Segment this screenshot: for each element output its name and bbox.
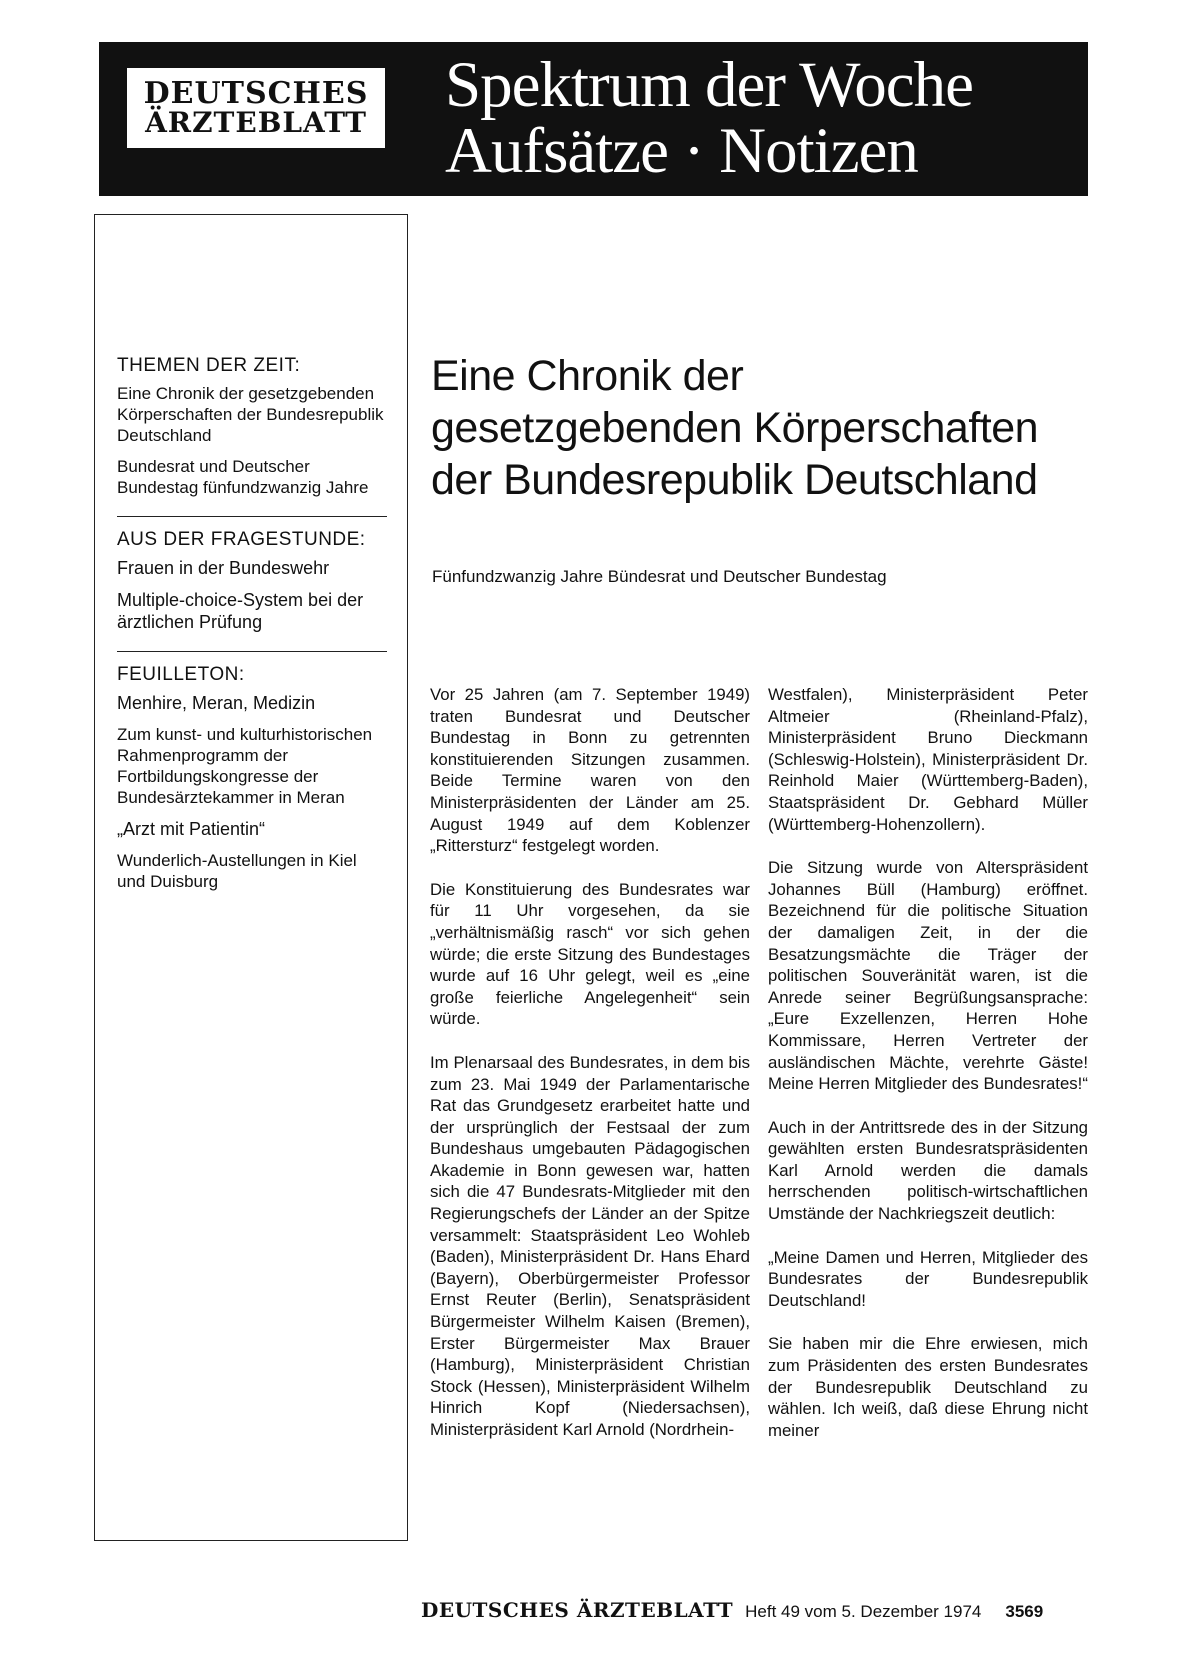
paragraph: Westfalen), Ministerpräsident Peter Altmeier (Rheinland-Pfalz), Ministerpräsident Bruno Dieckmann (Schleswig-Holstein), Ministerpräsident Dr. Reinhold Maier (Württemberg-Baden), Staatspräsident Dr. Gebhard Müller (Württemberg-Hohenzollern). [768,685,1088,834]
article-title-line-1: Eine Chronik der [431,352,744,400]
page-footer [421,1598,1043,1622]
sidebar-item: Zum kunst- und kulturhistorischen Rahmenprogramm der Fortbildungskongresse der Bundesärztekammer in Meran [117,725,373,807]
sidebar-item: „Arzt mit Patientin“ [117,819,266,839]
sidebar-section-fragestunde [117,529,387,633]
footer-issue: Heft 49 vom 5. Dezember 1974 [745,1602,982,1621]
contents-sidebar [94,214,408,1541]
paragraph: Auch in der Antrittsrede des in der Sitzung gewählten ersten Bundesratspräsidenten Karl Arnold werden die damals herrschenden politisch-wirtschaftlichen Umstände der Nachkriegszeit deutlich: [768,1117,1088,1224]
article-title [431,350,1111,506]
page-number: 3569 [1005,1602,1044,1621]
sidebar-section-themen [117,355,387,498]
sidebar-heading: AUS DER FRAGESTUNDE: [117,529,366,550]
sidebar-item: Frauen in der Bundeswehr [117,558,330,578]
section-title [445,49,973,187]
paragraph: Die Konstituierung des Bundesrates war für 11 Uhr vorgesehen, da sie „verhältnismäßig rasch“ vor sich gehen würde; die erste Sitzung des Bundestages wurde auf 16 Uhr gelegt, weil es „eine große feierliche Angelegenheit“ sein würde. [430,879,750,1029]
paragraph: Vor 25 Jahren (am 7. September 1949) traten Bundesrat und Deutscher Bundestag in Bonn zu getrennten konstituierenden Sitzungen zusammen. Beide Termine waren von den Ministerpräsidenten der Länder am 25. August 1949 auf dem Koblenzer „Rittersturz“ festgelegt worden. [430,685,750,856]
sidebar-item: Wunderlich-Austellungen in Kiel und Duisburg [117,851,357,891]
article-column-2 [768,684,1088,1463]
masthead [99,42,1088,196]
article-subtitle: Fünfundzwanzig Jahre Bündesrat und Deutscher Bundestag [432,567,887,586]
sidebar-item: Multiple-choice-System bei der ärztlichen Prüfung [117,590,364,632]
paragraph: Die Sitzung wurde von Alterspräsident Johannes Büll (Hamburg) eröffnet. Bezeichnend für die politische Situation der damaligen Zeit, in der die Besatzungsmächte die Träger der politischen Souveränität waren, ist die Anrede seiner Begrüßungsansprache: „Eure Exzellenzen, Herren Hohe Kommissare, Herren Vertreter der ausländischen Mächte, verehrte Gäste! Meine Herren Mitglieder des Bundesrates!“ [768,858,1088,1094]
article-title-line-3: der Bundesrepublik Deutschland [431,456,1038,504]
sidebar-item: Bundesrat und Deutscher Bundestag fünfundzwanzig Jahre [117,457,369,497]
sidebar-divider [117,651,387,652]
section-title-line-1: Spektrum der Woche [445,49,973,121]
footer-magazine: DEUTSCHES ÄRZTEBLATT [421,1598,734,1622]
section-title-line-2: Aufsätze · Notizen [445,115,918,187]
logo-line-1: DEUTSCHES [143,76,369,111]
article-column-1 [430,684,750,1463]
sidebar-heading: FEUILLETON: [117,664,245,685]
sidebar-heading: THEMEN DER ZEIT: [117,355,301,376]
article-title-line-2: gesetzgebenden Körperschaften [431,404,1039,452]
paragraph: Sie haben mir die Ehre erwiesen, mich zum Präsidenten des ersten Bundesrates der Bundesrepublik Deutschland zu wählen. Ich weiß, daß diese Ehrung nicht meiner [768,1334,1088,1440]
sidebar-item: Menhire, Meran, Medizin [117,693,316,713]
logo-line-2: ÄRZTEBLATT [145,106,367,139]
sidebar-divider [117,516,387,517]
paragraph: „Meine Damen und Herren, Mitglieder des Bundesrates der Bundesrepublik Deutschland! [768,1247,1088,1310]
publication-logo [125,66,387,150]
sidebar-item: Eine Chronik der gesetzgebenden Körperschaften der Bundesrepublik Deutschland [117,384,384,445]
paragraph: Im Plenarsaal des Bundesrates, in dem bis zum 23. Mai 1949 der Parlamentarische Rat das Grundgesetz erarbeitet hatte und der ursprünglich der Festsaal der zum Bundeshaus umgebauten Pädagogischen Akademie in Bonn gewesen war, hatten sich die 47 Bundesrats-Mitglieder mit den Regierungschefs der Länder an der Spitze versammelt: Staatspräsident Leo Wohleb (Baden), Ministerpräsident Dr. Hans Ehard (Bayern), Oberbürgermeister Professor Ernst Reuter (Berlin), Senatspräsident Bürgermeister Wilhelm Kaisen (Bremen), Erster Bürgermeister Max Brauer (Hamburg), Ministerpräsident Christian Stock (Hessen), Ministerpräsident Wilhelm Hinrich Kopf (Niedersachsen), Ministerpräsident Karl Arnold (Nordrhein- [430,1052,750,1439]
sidebar-section-feuilleton [117,664,387,892]
